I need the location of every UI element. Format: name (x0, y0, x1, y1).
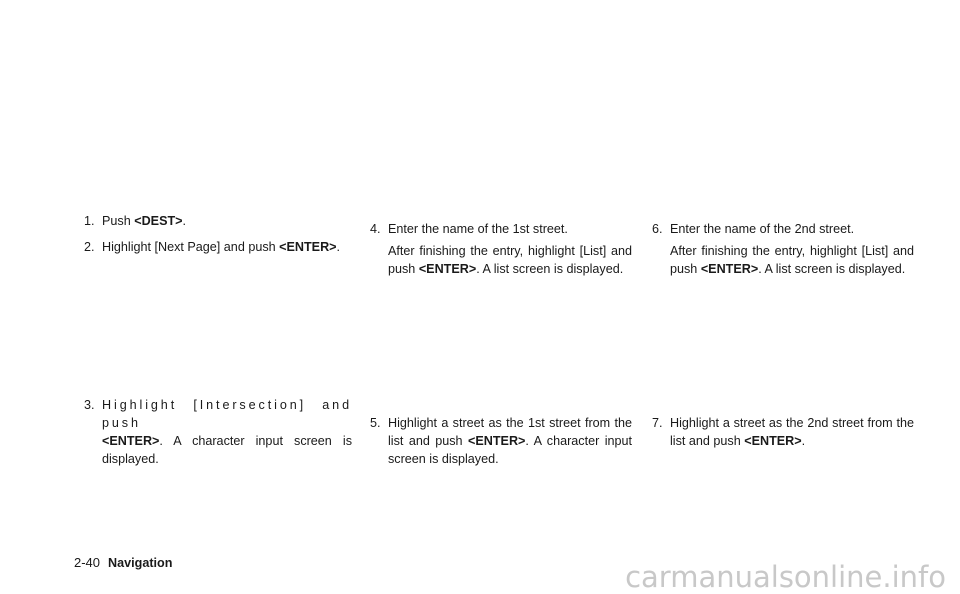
button-key-label: <ENTER> (418, 262, 477, 276)
step-text-part: . A list screen is displayed. (758, 262, 906, 276)
step-1 (84, 212, 354, 230)
step-number: 5. (370, 416, 381, 430)
step-text-part: Highlight a street as the 2nd street from the list and push (670, 416, 914, 448)
page-number: 2-40 (74, 555, 101, 570)
step-text: Enter the name of the 2nd street. (670, 222, 855, 236)
step-text-part: . (182, 214, 187, 228)
step-text-part: . (801, 434, 806, 448)
step-text: Enter the name of the 1st street. (388, 222, 568, 236)
step-text-part: After finishing the entry, highlight [List] and push (670, 244, 914, 276)
step-text (388, 414, 632, 468)
button-key-label: <DEST> (134, 214, 183, 228)
step-subtext (670, 242, 914, 278)
step-number: 1. (84, 214, 95, 228)
step-2 (84, 238, 364, 256)
step-number: 2. (84, 240, 95, 254)
step-4 (370, 220, 632, 278)
step-text-part: Push (102, 214, 135, 228)
step-5 (370, 414, 632, 468)
step-text (670, 414, 914, 450)
step-number: 3. (84, 398, 95, 412)
step-text-part: Highlight a street as the 1st street from the list and push (388, 416, 632, 448)
button-key-label: <ENTER> (744, 434, 802, 448)
button-key-label: <ENTER> (279, 240, 337, 254)
watermark: carmanualsonline.info (625, 560, 946, 594)
step-number: 7. (652, 416, 663, 430)
step-text-part: After finishing the entry, highlight [List] and push (388, 244, 632, 276)
step-text-part: . A list screen is displayed. (476, 262, 624, 276)
button-key-label: <ENTER> (700, 262, 759, 276)
step-text (102, 212, 354, 230)
step-number: 4. (370, 222, 381, 236)
step-6 (652, 220, 914, 278)
button-key-label: <ENTER> (102, 434, 160, 448)
step-number: 6. (652, 222, 663, 236)
step-text (102, 238, 364, 256)
step-3 (84, 396, 352, 468)
section-title: Navigation (108, 556, 173, 570)
step-text-part: . (336, 240, 341, 254)
step-text-part: Highlight [Intersection] and push (102, 398, 352, 430)
page-footer (74, 555, 172, 571)
step-7 (652, 414, 914, 450)
step-text (102, 396, 352, 468)
step-text-part: . A character input screen is displayed. (388, 434, 632, 466)
step-text-part: . A character input screen is displayed. (102, 434, 352, 466)
step-text-part: Highlight [Next Page] and push (102, 240, 280, 254)
step-subtext (388, 242, 632, 278)
button-key-label: <ENTER> (468, 434, 526, 448)
